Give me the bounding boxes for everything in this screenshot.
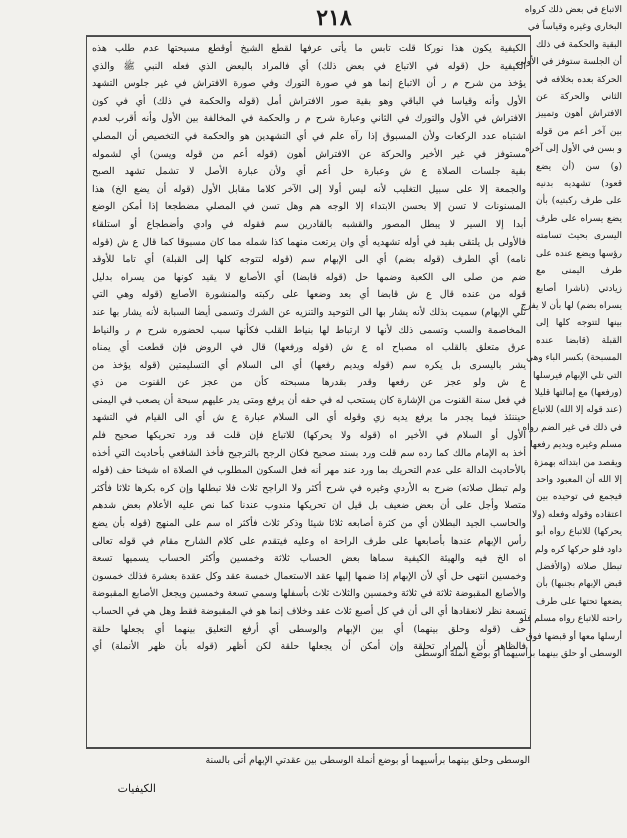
- commentary-text-line: تسعة نظر لانعقادها أي الى أن في كل أصبع ثلاث عقد وخلاف إنما هو في المقبوضة فقط وهل هي في الحساب: [92, 606, 526, 617]
- side-text-line: راحته للاتباع رواه مسلم فلو: [519, 614, 622, 625]
- commentary-text-line: أبدا إلا السير لا يبطل المصور والقشبه بالقادرين سم فقوله في وادي وأضطجاع أو استلقاء: [92, 218, 526, 230]
- commentary-text-line: والأصابع المقبوضة ثلاثة في ثلاثة وخمسين والثلاث ثلاث بأسفلها وسمي تسعة وخمسين ويجعل الأصابع المقبوضة: [92, 588, 526, 600]
- commentary-text-line: والجمعة إلا على سبيل التغليب لأنه ليس أولا إلى الآخر كلاما مقابل الأول (قوله أن يضع الخ) هذا: [92, 183, 526, 195]
- side-text-line: بينها لتتوجه كلها إلى: [536, 318, 622, 329]
- side-text-line: رؤسها ويضع عنده على: [536, 248, 622, 259]
- side-column-text: [414, 2, 622, 747]
- commentary-text-line: متصلا وأجل على أن بعض ضعيف بل قيل ان تحريكها مندوب عندنا كما نص عليه الأعلام بعض شدهم: [92, 500, 526, 512]
- side-text-line: اعتقاده وقوله وفعله (ولا: [532, 509, 622, 520]
- commentary-text-line: فالظاهر أن المراد تحلقة وإن أمكن أن يجعلها حلقة لكن أظهر (قوله بأن ظهر الأنملة) أي: [92, 641, 526, 653]
- side-text-line: في ذلك في غير الضم رواه: [522, 422, 622, 433]
- side-text-line: اليسرى بحيث تسامته: [536, 231, 622, 242]
- side-text-line: يحركها) للاتباع رواه أبو: [536, 527, 622, 538]
- side-text-line: البخاري وغيره وقياساً في: [527, 22, 622, 33]
- side-text-line: ويقصد من ابتدائه بهمزة: [533, 457, 622, 468]
- page-number: ٢١٨: [316, 5, 352, 31]
- side-text-line: يسراه بضم) لها بأن لا يفرج: [520, 300, 622, 311]
- commentary-text-line: اشتباه عدد الركعات ولأن المسبوق إذا رآه علم في أي التشهدين هو والحكمة في التخصيص أن المصلي: [92, 130, 526, 142]
- commentary-text-line: الأول أو السلام في الأخير اه (قوله ولا يحركها) للاتباع فإن قلت قد ورد تحريكها صحيح فلم: [92, 430, 526, 442]
- commentary-text-line: الكيفية حل (قوله في الاتباع في بعض ذلك) أي فالمراد بالبعض الذي فعله النبي ﷺ والذي: [92, 60, 526, 72]
- commentary-text-line: رأس الإبهام عندها بأصابعها على طرف الراحة اه وعليه فيتقدم على كلام الشارح مقام في قوله تعالى: [92, 535, 526, 547]
- footer-rule: [86, 748, 531, 749]
- side-text-line: القبلة (قابضا عنده: [536, 335, 622, 346]
- side-text-line: (عند قوله إلا الله) للاتباع: [532, 405, 622, 416]
- side-text-line: (ورفعها) مع إمالتها قليلا: [534, 387, 622, 398]
- side-text-line: قعود) تشهديه بدنيه: [536, 179, 622, 190]
- commentary-text-line: أخذ به الإمام مالك كما رده سم قلت ورد بسند صحيح فكان الرجح بالترجيح فأخذ الشافعي بأحاديث التي أخذه: [92, 447, 526, 459]
- commentary-text-line: الأول وأنه وقياسا في الباقي وهو بقية صور الافتراش أمل (قوله والحكمة في ذلك) أي في كون: [92, 95, 526, 107]
- side-text-line: الثاني والحركة عن: [536, 92, 622, 103]
- commentary-text-line: عرق متعلق بالقلب اه مصباح اه ع ش (قوله ورفعها) قال في الروض فإن قطعت أي يمناه: [92, 342, 526, 354]
- commentary-text-line: ولم تبطل صلاته) ضرح به الأردي وغيره في شرح أكثر ولا الراجح ثلاث فلا تبطلها وإن كره بكرها ثلاثا فأكثر: [92, 482, 526, 494]
- commentary-text-line: اه الخ فيه والهيئة الكيفية سماها بعض الحساب ثلاثة وخمسين وأكثر الحساب يسميها تسعة: [92, 553, 526, 565]
- side-text-line: الافتراش أهون وتمييز: [536, 109, 622, 120]
- commentary-text-line: ع ش ولو عجز عن رفعها وقدر بقدرها مسبحته كأن من عجز عن القنوت من ذي: [92, 377, 526, 389]
- main-commentary-text: [92, 40, 526, 744]
- commentary-text-line: الكيفية يكون هذا نوركا قلت تابس ما يأتى عرفها لقطع الشيخ أوقطع مسيحتها عدم طلب هذه: [92, 43, 526, 54]
- commentary-text-line: نامه) أي الطرف (قوله بضم) أي الى الإبهام سم (قوله لتتوجه كلها إلى القبلة) أي تاما للأوقد: [92, 254, 526, 266]
- side-text-line: فيجمع في توحيده بين: [536, 492, 622, 503]
- commentary-text-line: تلي الإبهام) سميت بذلك لأنه يشار بها الى التوحيد والتنزيه عن الشرك وتسمى أيضا السبابة لأنه يشار بها عند: [92, 306, 526, 318]
- commentary-text-line: قوله من عنده قال ع ش قابضا أي بعد وضعها على ركبته والمنشورة الأصابع (قوله وهي التي: [92, 289, 526, 301]
- side-text-line: مسلم وغيره ويديم رفعها: [530, 440, 622, 451]
- commentary-text-line: ضم من صلى الى الكعبة وضمها حل (قوله قابضا) أي الأصابع لا يقيد كونها من يسراه بدليل: [92, 271, 526, 283]
- catchword: الكيفيات: [117, 782, 156, 795]
- footer-note: الوسطى وحلق بينهما برأسيهما أو بوضع أنملة الوسطى بين عقدتي الإبهام أتى بالسنة: [205, 755, 530, 766]
- side-text-line: أرسلها معها أو قبضها فوق: [525, 631, 622, 642]
- side-text-line: المسبحة) بكسر الباء وهي: [526, 353, 622, 364]
- side-text-line: التي تلي الإبهام فيرسلها: [532, 370, 622, 381]
- commentary-text-line: المسنونات لا تسن إلا بحسن الابتداء إلا الوجه هم وهل تسن في المصلي مضطجعا إذا أمكن الوضع: [92, 201, 526, 213]
- side-text-line: الاتباع في بعض ذلك كرواه: [524, 5, 622, 15]
- commentary-text-line: يؤخذ من شرح م ر أن الاتباع إنما هو في صورة التورك وفي صورة الافتراش في غير جلوس التشهد: [92, 78, 526, 90]
- commentary-text-line: المخاصمة والسب وتسمى ذلك لأنها لا ارتباط لها بنياط القلب فكأنها سبب لحضوره شرح م ر والنياط: [92, 324, 526, 336]
- side-text-line: (و) سن (أن يضع: [536, 161, 622, 172]
- commentary-text-line: فالأولى بل يلتقى بقيد في أوله تشهديه أي وان يرتعت منهما كذا شمله مما كان مسبوقا كما قال ع ش (قوله: [92, 236, 526, 248]
- commentary-text-line: الافتراش في الأول والتورك في الثاني وعبارة شرح م ر والحكمة في المخالفة بين الأول وأنه أقرب لعدم: [92, 113, 526, 125]
- side-text-line: الحركة بعده بخلافه في: [536, 74, 622, 85]
- side-text-line: على طرف ركبتيه) بأن: [536, 196, 622, 207]
- side-text-line: إلا الله أن المعبود واحد: [536, 474, 622, 485]
- side-text-line: زيادتي (ناشرا أصابع: [536, 283, 622, 294]
- commentary-text-line: يشر باليسرى بل يكره سم (قوله ويديم رفعها) أي الى السلام أي التسليمتين (قوله يؤخذ من: [92, 359, 526, 371]
- side-text-line: يضع يسراه على طرف: [536, 213, 622, 224]
- commentary-text-line: وخمسين انتهى حل أي لأن الإبهام إذا ضمها إليها عقد الاستعمال خمسة عقد وكل عقدة بعشرة فذلك خمسون: [92, 570, 526, 582]
- commentary-text-line: والحاسب الجيد البطلان أي من كثرة أصابعه ثلاثا شيئا وذكر ثلاث فأكثر اه سم على المنهج (قوله بأن يضع: [92, 518, 526, 530]
- side-text-line: أن الجلسة ستوفز في الأولى: [516, 57, 622, 68]
- commentary-text-line: في فعل سنة القنوت من الإشارة كان يستحب له في حقه أن يرفع ومتى يدر عليهم سبحة أن يصعب في اليمنى: [92, 394, 526, 406]
- side-text-line: الوسطى أو حلق بينهما برأسيهما أو بوضع أنملة الوسطى: [414, 649, 622, 660]
- commentary-text-line: بقية جلسات الصلاة ع ش وعبارة حل أعم أي ولأن عبارة الأصل لا تشمل تشهد الصبح: [92, 166, 526, 178]
- side-text-line: داود فلو حركها كره ولم: [535, 544, 622, 555]
- commentary-text-line: حيننئذ فيما يجدر ما يرفع يديه زي وقوله أي الى السلام عبارة ع ش أي الى القيام في التشهد: [92, 412, 526, 424]
- side-text-line: تبطل صلاته (والأفضل: [536, 562, 622, 572]
- side-text-line: قبض الإبهام بجنبها) بأن: [536, 579, 622, 590]
- commentary-text-line: بالأحاديث الدالة على عدم التحريك بما ورد عند مهر أنه فعل السكون المطلوب في الصلاة اه شيخنا حف (قوله: [92, 465, 526, 477]
- side-text-line: يضعها تحتها على طرف: [536, 596, 622, 607]
- side-text-line: و بسن في الأول إلى آخره: [525, 144, 622, 155]
- commentary-text-line: مستوفز في غير الأخير والحركة عن الافتراش أهون (قوله أعم من قوله ويسن) أي لشموله: [92, 148, 526, 160]
- commentary-text-line: حف (قوله وحلق بينهما) أي بين الإبهام والوسطى أي أرفع التعليق بينهما أي يجعلها حلقة: [92, 623, 526, 635]
- side-text-line: البقية ‌والحكمة في ذلك: [536, 39, 622, 50]
- side-text-line: بين آخر أعم من قوله: [536, 126, 622, 137]
- side-text-line: طرف اليمنى مع: [536, 266, 622, 277]
